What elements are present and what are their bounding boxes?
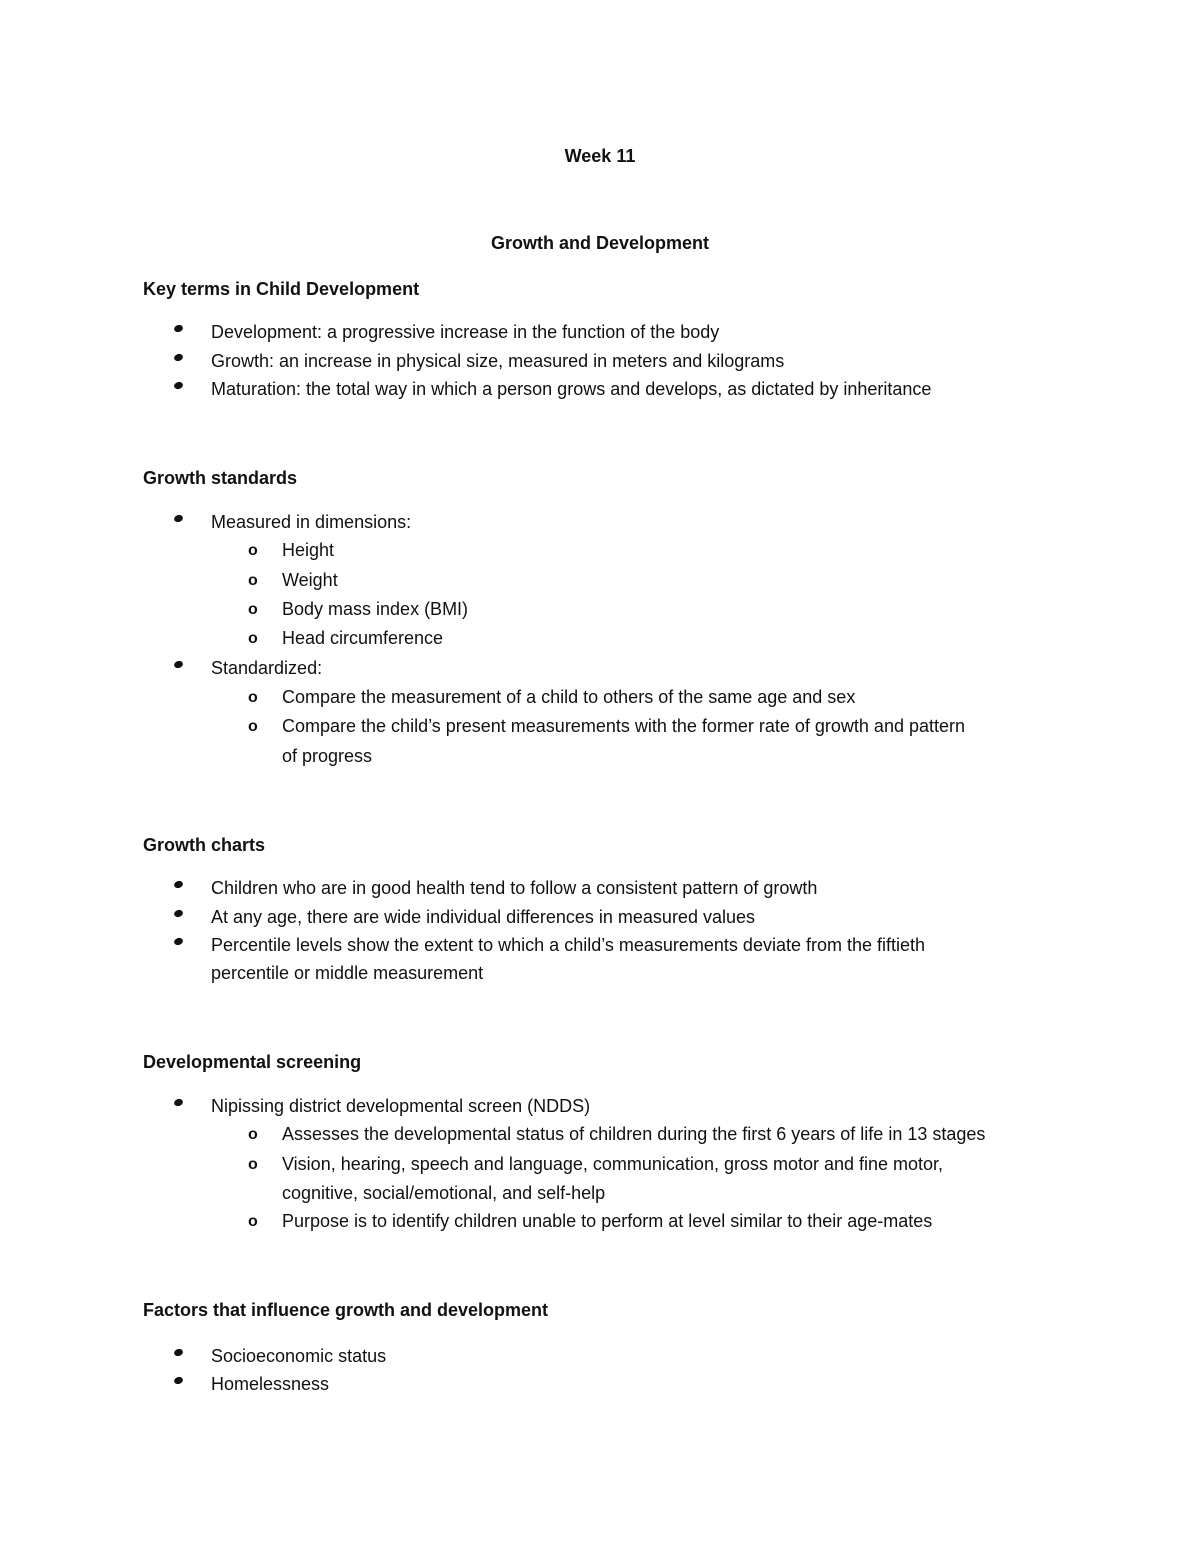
section-heading-growth-standards: Growth standards [143,468,298,488]
circle-bullet-icon: o [248,572,258,589]
circle-bullet-icon: o [248,1213,258,1230]
page-title: Week 11 [564,146,636,166]
bullet-icon [173,381,184,391]
sub-list-item: Vision, hearing, speech and language, communication, gross motor and fine motor, [282,1154,944,1174]
list-item: Measured in dimensions: [211,512,412,532]
section-heading-factors: Factors that influence growth and development [143,1300,549,1320]
list-item: Development: a progressive increase in the function of the body [211,322,720,342]
bullet-icon [173,880,184,890]
list-item: Growth: an increase in physical size, measured in meters and kilograms [211,351,785,371]
section-heading-developmental-screening: Developmental screening [143,1052,362,1072]
sub-list-item-continued: cognitive, social/emotional, and self-help [282,1183,606,1203]
list-item: At any age, there are wide individual differences in measured values [211,907,755,927]
circle-bullet-icon: o [248,542,258,559]
section-heading-key-terms: Key terms in Child Development [143,279,420,299]
section-heading-growth-charts: Growth charts [143,835,266,855]
list-item: Percentile levels show the extent to which a child’s measurements deviate from the fiftieth [211,935,926,955]
list-item: Socioeconomic status [211,1346,387,1366]
bullet-icon [173,1098,184,1108]
list-item: Standardized: [211,658,323,678]
sub-list-item: Assesses the developmental status of children during the first 6 years of life in 13 stages [282,1124,986,1144]
sub-list-item: Compare the measurement of a child to others of the same age and sex [282,687,856,707]
sub-list-item: Head circumference [282,628,444,648]
bullet-icon [173,909,184,919]
sub-list-item: Compare the child’s present measurements with the former rate of growth and pattern [282,716,966,736]
sub-list-item: Weight [282,570,338,590]
circle-bullet-icon: o [248,630,258,647]
bullet-icon [173,324,184,334]
circle-bullet-icon: o [248,601,258,618]
sub-list-item: Body mass index (BMI) [282,599,469,619]
list-item: Homelessness [211,1374,330,1394]
list-item: Maturation: the total way in which a person grows and develops, as dictated by inheritance [211,379,932,399]
bullet-icon [173,353,184,363]
circle-bullet-icon: o [248,689,258,706]
list-item: Children who are in good health tend to follow a consistent pattern of growth [211,878,818,898]
bullet-icon [173,1376,184,1386]
bullet-icon [173,660,184,670]
circle-bullet-icon: o [248,718,258,735]
sub-list-item-continued: of progress [282,746,373,766]
circle-bullet-icon: o [248,1126,258,1143]
list-item: Nipissing district developmental screen (NDDS) [211,1096,591,1116]
sub-list-item: Purpose is to identify children unable to perform at level similar to their age-mates [282,1211,933,1231]
bullet-icon [173,937,184,947]
list-item-continued: percentile or middle measurement [211,963,484,983]
sub-list-item: Height [282,540,335,560]
bullet-icon [173,1348,184,1358]
circle-bullet-icon: o [248,1156,258,1173]
page-subtitle: Growth and Development [490,233,710,253]
bullet-icon [173,514,184,524]
